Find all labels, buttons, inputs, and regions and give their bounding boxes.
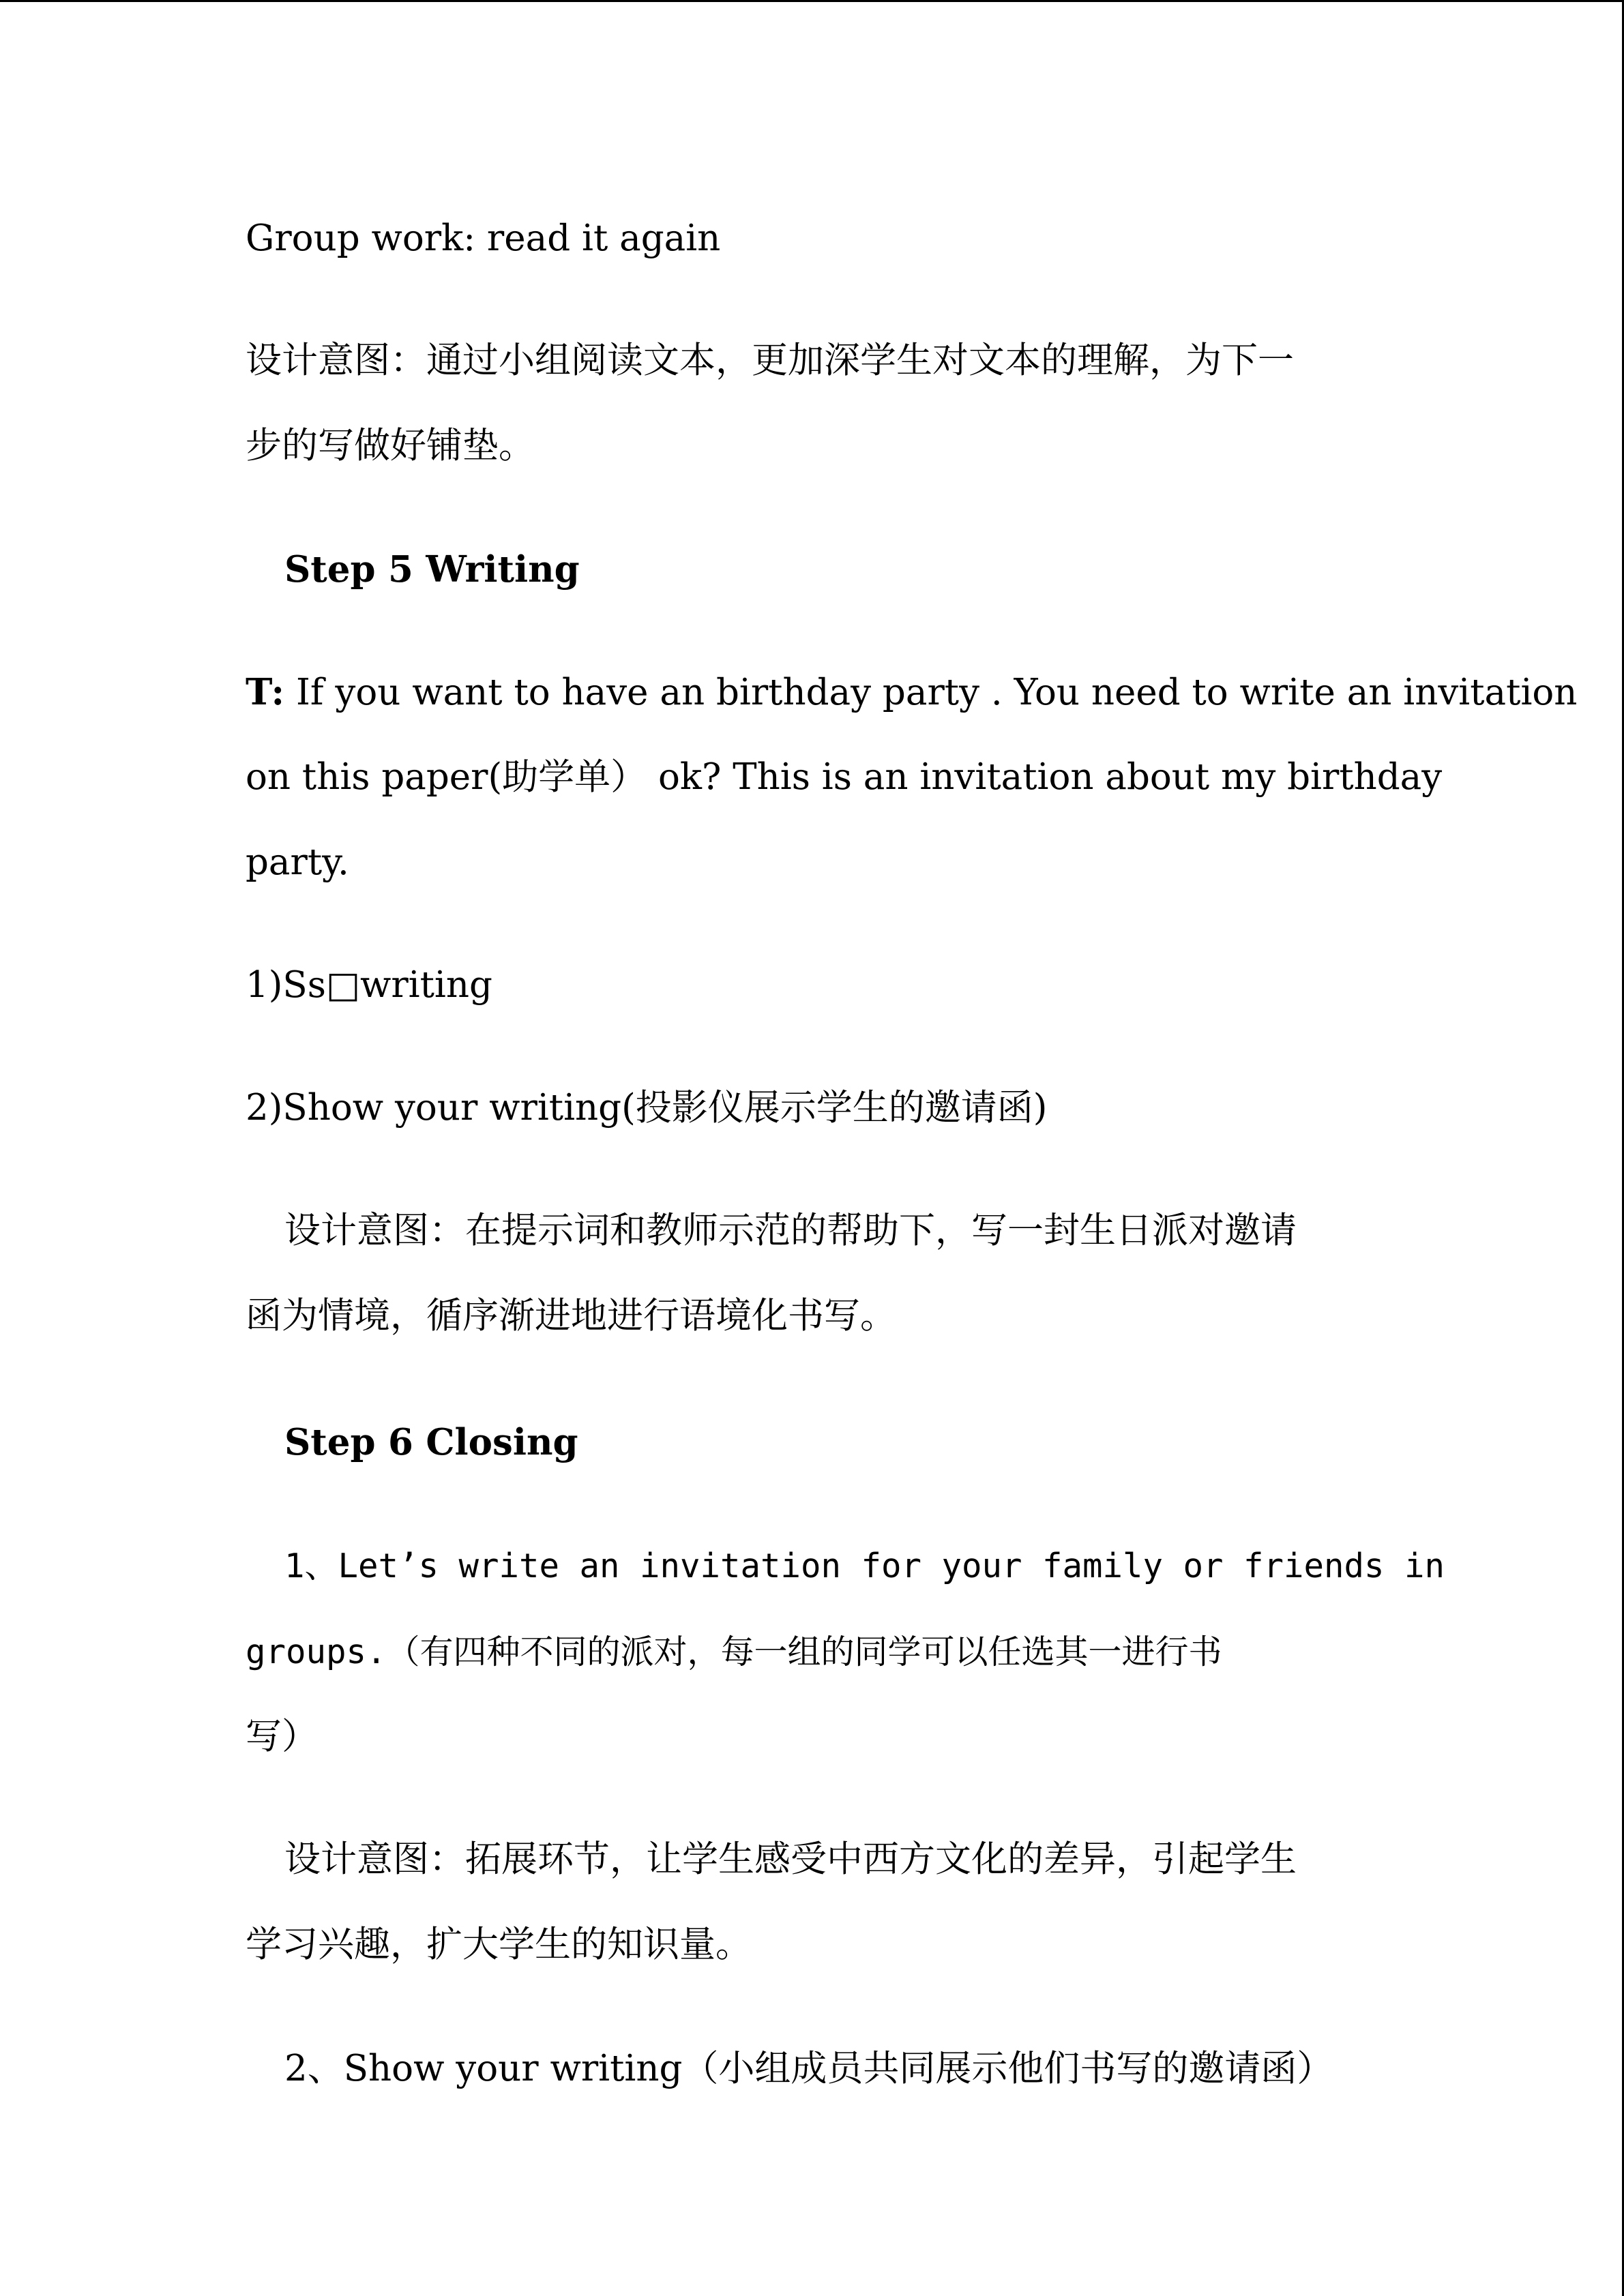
closing-item-2: 2、Show your writing（小组成员共同展示他们书写的邀请函）	[284, 2048, 1333, 2089]
teacher-instruction-line-2: on this paper(助学单） ok? This is an invitation about my birthday	[246, 756, 1443, 798]
heading-step-6-closing: Step 6 Closing	[284, 1421, 578, 1463]
heading-step-5-writing: Step 5 Writing	[284, 548, 580, 591]
teacher-instruction-line-3: party.	[246, 841, 349, 883]
closing-item-1-groups: groups.（有四种不同的派对，每一组的同学可以任选其一进行书	[246, 1632, 1222, 1671]
paragraph-teacher-instruction	[246, 670, 1577, 715]
design-intent-3-line-1: 设计意图：拓展环节，让学生感受中西方文化的差异，引起学生	[284, 1838, 1297, 1880]
list-item-show-writing: 2)Show your writing(投影仪展示学生的邀请函)	[246, 1087, 1048, 1129]
closing-item-1-line-3: 写）	[246, 1716, 318, 1757]
closing-item-1-line-2	[246, 1630, 1222, 1674]
design-intent-line-2: 步的写做好铺垫。	[246, 425, 535, 466]
design-intent-2-line-2: 函为情境，循序渐进地进行语境化书写。	[246, 1295, 896, 1337]
list-item-ss-writing: 1)Ss□writing	[246, 964, 492, 1006]
design-intent-line-1: 设计意图：通过小组阅读文本，更加深学生对文本的理解，为下一	[246, 340, 1294, 381]
design-intent-2-line-1: 设计意图：在提示词和教师示范的帮助下，写一封生日派对邀请	[284, 1210, 1297, 1251]
paragraph-group-work: Group work: read it again	[246, 218, 721, 259]
closing-item-1-line-1: 1、Let’s write an invitation for your family or friends in	[284, 1547, 1445, 1585]
design-intent-3-line-2: 学习兴趣，扩大学生的知识量。	[246, 1924, 752, 1965]
teacher-label: T:	[246, 671, 285, 713]
teacher-instruction-text: If you want to have an birthday party . You need to write an invitation	[284, 672, 1578, 713]
